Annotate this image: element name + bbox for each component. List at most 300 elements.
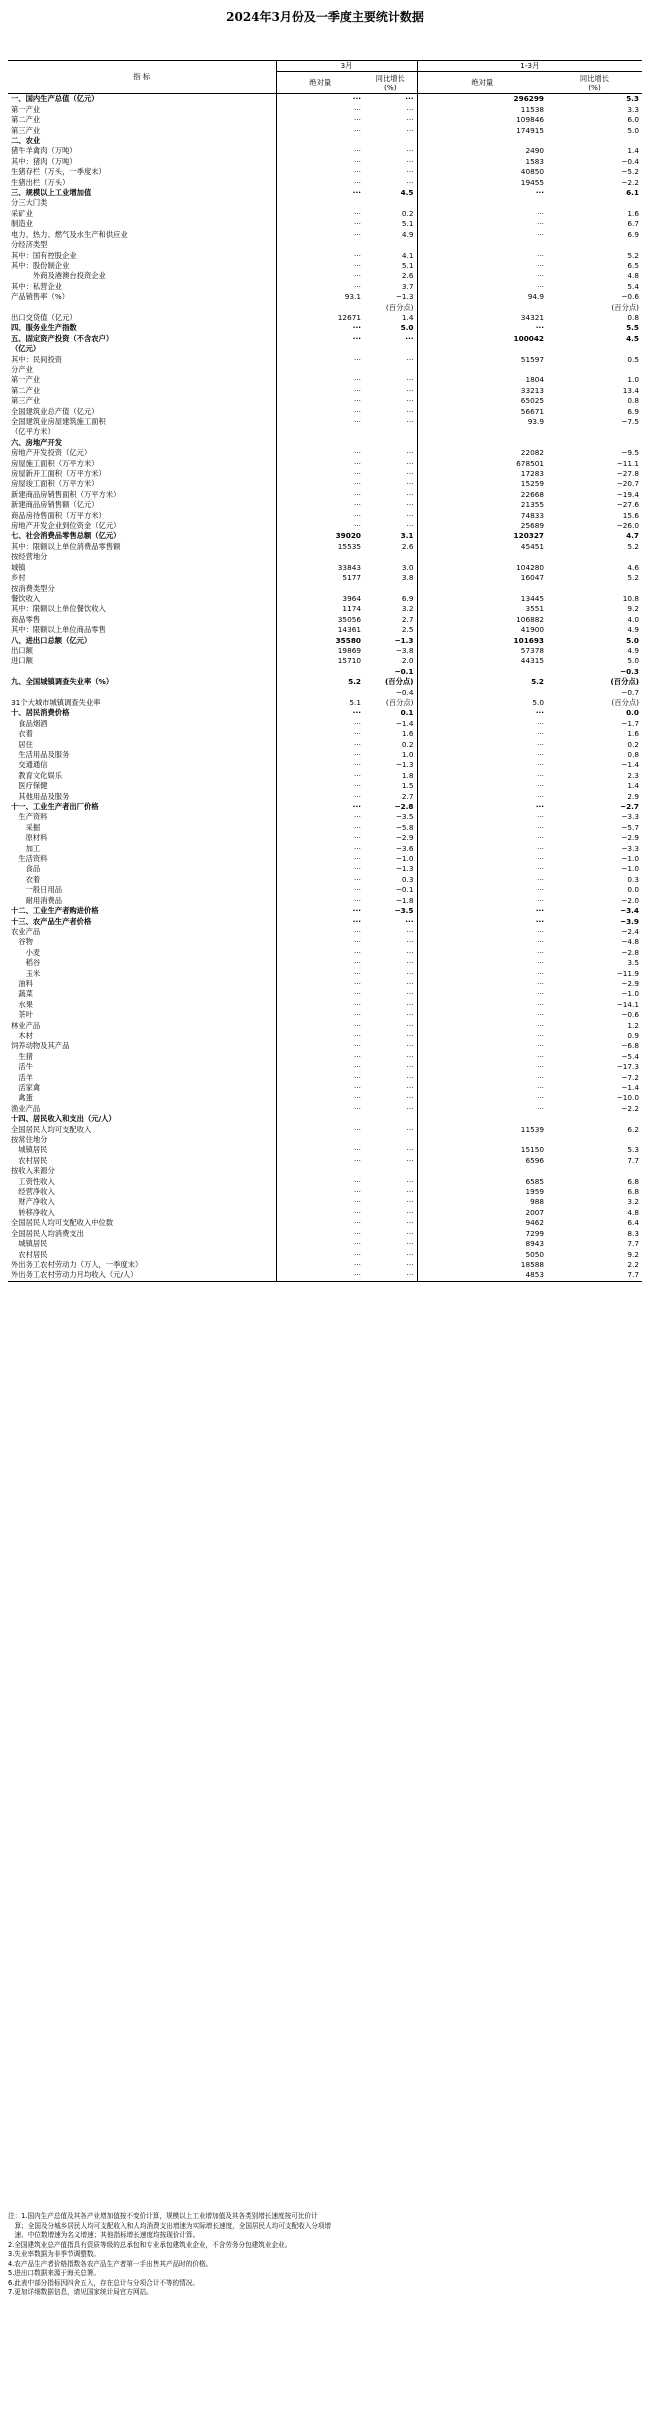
q1-growth-cell: −0.6 (621, 1010, 640, 1020)
q1-growth-cell: −0.3 (619, 666, 640, 676)
table-row (8, 677, 642, 687)
row-label: 城镇居民 (11, 1239, 48, 1249)
row-label: 城镇居民 (11, 1145, 48, 1155)
march-growth-cell: 0.3 (401, 874, 414, 884)
q1-abs-cell: 3551 (417, 604, 547, 614)
table-row (8, 625, 642, 635)
march-growth-cell: ··· (405, 94, 414, 104)
q1-growth-cell: −1.4 (621, 760, 640, 770)
row-label: 小麦 (11, 947, 41, 957)
march-growth-cell: ··· (406, 1155, 414, 1165)
row-label: 工资性收入 (11, 1176, 55, 1186)
q1-growth-cell: −17.3 (616, 1062, 640, 1072)
table-row (8, 531, 642, 541)
q1-abs-cell: ··· (417, 209, 547, 219)
q1-abs-cell (417, 198, 547, 208)
q1-abs-cell: 22082 (417, 448, 547, 458)
table-row (8, 188, 642, 198)
march-growth-cell: 1.4 (401, 312, 414, 322)
march-growth-cell: −1.8 (395, 895, 414, 905)
q1-abs-cell: ··· (417, 844, 547, 854)
q1-growth-cell: −7.5 (621, 417, 640, 426)
march-abs-cell: ··· (276, 209, 364, 219)
march-abs-cell: ··· (276, 885, 364, 895)
row-label: 木材 (11, 1030, 33, 1040)
q1-growth-cell: −1.4 (621, 1083, 640, 1092)
q1-abs-cell: 1583 (417, 157, 547, 167)
march-abs-cell: ··· (276, 1031, 364, 1041)
row-label: 十二、工业生产者购进价格 (11, 906, 99, 916)
row-label: 活羊 (11, 1072, 33, 1082)
row-label: 其中：限额以上单位餐饮收入 (11, 604, 106, 614)
march-abs-cell: ··· (276, 1229, 364, 1239)
q1-growth-cell: −1.0 (621, 864, 640, 874)
march-abs-cell (276, 198, 364, 208)
march-abs-cell: ··· (276, 917, 364, 927)
q1-growth-cell: 4.7 (626, 531, 640, 541)
row-label: 一、国内生产总值（亿元） (11, 94, 99, 104)
q1-abs-cell: ··· (417, 282, 547, 292)
table-row (8, 1083, 642, 1093)
row-label: 商品房待售面积（万平方米） (11, 510, 106, 520)
march-abs-cell: ··· (276, 1197, 364, 1207)
q1-growth-cell: 9.2 (627, 604, 640, 614)
march-growth-cell: ··· (406, 1062, 414, 1072)
notes-block (8, 2212, 642, 2298)
march-abs-cell: ··· (276, 864, 364, 874)
note-line: 4.农产品生产者价格指数各农产品生产者第一手出售其产品时的价格。 (8, 2259, 213, 2268)
row-label: 其中：民间投资 (11, 354, 63, 364)
q1-growth-cell: −0.4 (621, 156, 640, 166)
march-growth-cell: ··· (406, 1010, 414, 1020)
march-abs-cell: ··· (276, 729, 364, 739)
table-body (8, 94, 642, 1281)
march-growth-cell: 3.1 (400, 531, 414, 541)
q1-abs-cell: ··· (417, 230, 547, 240)
march-growth-cell: 2.7 (401, 614, 414, 624)
row-label: 采掘 (11, 822, 41, 832)
q1-abs-cell (417, 240, 547, 250)
table-row (8, 656, 642, 666)
row-label: 生活资料 (11, 854, 48, 864)
q1-growth-cell: −27.6 (616, 500, 640, 510)
march-abs-cell: ··· (276, 334, 364, 344)
march-growth-cell: ··· (406, 926, 414, 936)
q1-growth-cell: 5.2 (627, 573, 640, 583)
row-label: 生猪 (11, 1051, 33, 1061)
q1-abs-cell (417, 344, 547, 354)
table-row (8, 740, 642, 750)
q1-growth-cell: −2.4 (621, 926, 640, 936)
march-growth-cell: ··· (406, 1020, 414, 1030)
table-row (8, 438, 642, 448)
march-growth-cell: 2.0 (401, 656, 414, 666)
march-abs-cell: ··· (276, 157, 364, 167)
table-row (8, 521, 642, 531)
q1-growth-cell: −3.9 (619, 916, 640, 926)
table-row (8, 781, 642, 791)
table-row (8, 823, 642, 833)
table-row (8, 500, 642, 510)
march-growth-cell (364, 240, 417, 250)
table-row (8, 1114, 642, 1124)
q1-abs-cell: 57378 (417, 646, 547, 656)
march-abs-cell: ··· (276, 167, 364, 177)
row-label: 其中：限额以上单位商品零售 (11, 625, 106, 635)
page-title: 2024年3月份及一季度主要统计数据 (226, 10, 424, 24)
q1-abs-cell: ··· (417, 251, 547, 261)
march-abs-cell: 1174 (276, 604, 364, 614)
march-abs-cell: ··· (276, 760, 364, 770)
march-abs-cell: ··· (276, 94, 364, 105)
march-growth-cell: (百分点) (385, 697, 414, 707)
q1-growth-cell: −1.0 (621, 854, 640, 864)
table-row (8, 802, 642, 812)
march-abs-cell: ··· (276, 948, 364, 958)
march-growth-cell (364, 584, 417, 594)
q1-abs-cell (417, 1135, 547, 1145)
march-growth-cell: ··· (406, 968, 414, 978)
march-growth-cell: ··· (406, 1051, 414, 1061)
q1-abs-cell: 9462 (417, 1218, 547, 1228)
table-row (8, 698, 642, 708)
march-growth-cell: ··· (406, 947, 414, 957)
table-row (8, 1052, 642, 1062)
q1-abs-cell: 5.2 (417, 677, 547, 687)
row-label: 按经营地分 (11, 552, 48, 562)
table-row (8, 490, 642, 500)
march-abs-cell: ··· (276, 719, 364, 729)
march-abs-cell: ··· (276, 355, 364, 365)
q1-abs-cell: ··· (417, 1093, 547, 1103)
march-abs-cell: ··· (276, 396, 364, 406)
q1-growth-cell: 15.6 (622, 510, 640, 520)
march-abs-cell: ··· (276, 833, 364, 843)
q1-abs-cell: ··· (417, 219, 547, 229)
row-label: 分产业 (11, 364, 33, 374)
row-label: 其中：股份制企业 (11, 260, 70, 270)
table-row (8, 667, 642, 677)
march-growth-cell: −3.5 (394, 906, 414, 916)
q1-growth-cell: 1.6 (627, 729, 640, 739)
table-row (8, 396, 642, 406)
row-label: 加工 (11, 843, 41, 853)
table-row (8, 323, 642, 333)
march-abs-cell: ··· (276, 875, 364, 885)
row-label (8, 667, 276, 677)
march-growth-cell: ··· (406, 396, 414, 406)
row-label: 制造业 (11, 219, 33, 229)
q1-abs-cell: 17283 (417, 469, 547, 479)
march-growth-cell: ··· (406, 156, 414, 166)
q1-header: 1-3月 (417, 61, 642, 72)
march-abs-cell: 3964 (276, 594, 364, 604)
row-label: 按常住地分 (11, 1135, 48, 1145)
row-label: 林业产品 (11, 1020, 41, 1030)
table-row (8, 1197, 642, 1207)
table-row (8, 1093, 642, 1103)
march-abs-cell: ··· (276, 1239, 364, 1249)
march-growth-header: 同比增长 (%) (364, 72, 417, 94)
march-growth-cell: ··· (406, 146, 414, 156)
q1-growth-cell: −2.0 (621, 895, 640, 905)
q1-abs-cell: ··· (417, 1031, 547, 1041)
q1-abs-cell: ··· (417, 760, 547, 770)
q1-abs-cell (417, 1114, 547, 1124)
row-label: （亿元） (11, 344, 41, 354)
march-growth-cell: −1.3 (395, 864, 414, 874)
table-row (8, 1270, 642, 1281)
q1-abs-cell: ··· (417, 854, 547, 864)
q1-growth-cell: 2.9 (627, 791, 640, 801)
q1-growth-cell: 4.9 (627, 625, 640, 635)
q1-growth-cell: 5.2 (627, 250, 640, 260)
table-row (8, 896, 642, 906)
row-label: 生活用品及服务 (11, 750, 70, 759)
q1-abs-cell: ··· (417, 1062, 547, 1072)
march-abs-cell (276, 688, 364, 698)
indicator-header: 指 标 (8, 61, 276, 94)
q1-growth-cell: 1.6 (627, 208, 640, 218)
march-abs-cell: ··· (276, 500, 364, 510)
q1-growth-cell: 5.0 (627, 125, 640, 135)
q1-growth-cell (547, 584, 642, 594)
march-growth-cell: ··· (406, 999, 414, 1009)
q1-abs-cell: ··· (417, 812, 547, 822)
march-abs-cell: ··· (276, 1010, 364, 1020)
row-label: 第二产业 (11, 115, 41, 125)
q1-abs-cell: 74833 (417, 511, 547, 521)
march-abs-cell: ··· (276, 511, 364, 521)
row-label: 蔬菜 (11, 989, 33, 999)
q1-abs-cell: 45451 (417, 542, 547, 552)
q1-growth-cell: 0.2 (627, 739, 640, 749)
stats-table (8, 60, 642, 1282)
row-label: 三、规模以上工业增加值 (11, 188, 92, 198)
table-row (8, 375, 642, 385)
march-growth-cell: ··· (406, 469, 414, 479)
march-abs-cell: ··· (276, 844, 364, 854)
table-row (8, 146, 642, 156)
table-row (8, 594, 642, 604)
row-label: 活家禽 (11, 1083, 41, 1092)
q1-abs-cell: ··· (417, 1010, 547, 1020)
table-row (8, 604, 642, 614)
note-line: 3.失业率数据为非季节调整数。 (8, 2250, 101, 2258)
q1-growth-cell: −20.7 (616, 479, 640, 489)
table-row (8, 1125, 642, 1135)
table-row (8, 251, 642, 261)
table-row (8, 1250, 642, 1260)
q1-abs-cell: 25689 (417, 521, 547, 531)
q1-growth-cell: −3.3 (621, 812, 640, 822)
table-row (8, 459, 642, 469)
row-label: 房屋施工面积（万平方米） (11, 458, 99, 468)
march-growth-cell: ··· (406, 500, 414, 510)
table-row (8, 854, 642, 864)
march-abs-cell: ··· (276, 1104, 364, 1114)
march-growth-cell (364, 365, 417, 375)
table-row (8, 292, 642, 302)
q1-abs-cell: 94.9 (417, 292, 547, 302)
row-label: 全国居民人均可支配收入 (11, 1124, 92, 1134)
march-abs-cell: ··· (276, 386, 364, 396)
table-row (8, 573, 642, 583)
march-abs-cell: ··· (276, 1021, 364, 1031)
row-label: 分三大门类 (11, 198, 48, 208)
march-abs-cell: 33843 (276, 563, 364, 573)
table-row (8, 1104, 642, 1114)
table-row (8, 115, 642, 125)
q1-growth-cell: (百分点) (610, 677, 640, 687)
q1-growth-cell: −14.1 (616, 999, 640, 1009)
table-row (8, 1229, 642, 1239)
q1-abs-cell: 5050 (417, 1250, 547, 1260)
q1-growth-cell: 1.4 (627, 781, 640, 791)
row-label: 教育文化娱乐 (11, 770, 63, 780)
q1-growth-cell: 9.2 (627, 1249, 640, 1259)
q1-abs-cell: 4853 (417, 1270, 547, 1281)
table-row (8, 875, 642, 885)
table-row (8, 1187, 642, 1197)
row-label: 财产净收入 (11, 1197, 55, 1207)
march-abs-header: 绝对量 (276, 72, 364, 94)
march-growth-cell: 0.2 (401, 208, 414, 218)
row-label: 全国建筑业房屋建筑施工面积 (11, 417, 106, 426)
row-label: 十、居民消费价格 (11, 708, 70, 718)
march-growth-cell: 0.1 (400, 708, 414, 718)
table-row (8, 708, 642, 718)
march-growth-cell: ··· (406, 1124, 414, 1134)
q1-growth-cell (547, 438, 642, 448)
table-row (8, 937, 642, 947)
march-growth-cell: −1.3 (395, 292, 414, 302)
row-label: 产品销售率（%） (11, 292, 70, 302)
q1-growth-cell: 5.4 (627, 281, 640, 291)
march-growth-cell: ··· (406, 937, 414, 947)
q1-growth-cell: 6.5 (627, 260, 640, 270)
march-growth-cell: 1.0 (401, 750, 414, 759)
row-label: 乡村 (11, 573, 26, 583)
q1-abs-cell: 19455 (417, 178, 547, 188)
table-row (8, 885, 642, 895)
q1-abs-cell: ··· (417, 1000, 547, 1010)
q1-growth-cell: −2.8 (621, 947, 640, 957)
table-row (8, 303, 642, 313)
q1-abs-cell: ··· (417, 261, 547, 271)
row-label: 全国居民人均消费支出 (11, 1228, 84, 1238)
table-row (8, 427, 642, 437)
q1-abs-cell: ··· (417, 771, 547, 781)
table-row (8, 844, 642, 854)
q1-growth-cell: −5.2 (621, 167, 640, 177)
q1-abs-cell: 109846 (417, 115, 547, 125)
q1-growth-cell: 7.7 (627, 1155, 640, 1165)
march-abs-cell: ··· (276, 479, 364, 489)
note-line: 6.此表中部分指标因四舍五入，存在总计与分项合计不等的情况。 (8, 2278, 199, 2287)
march-abs-cell: ··· (276, 969, 364, 979)
q1-growth-cell: −5.4 (621, 1051, 640, 1061)
march-abs-cell (276, 667, 364, 677)
march-abs-cell: ··· (276, 750, 364, 760)
march-growth-cell: (百分点) (385, 302, 414, 312)
march-abs-cell (276, 552, 364, 562)
march-abs-cell: 5177 (276, 573, 364, 583)
march-abs-cell: ··· (276, 375, 364, 385)
table-row (8, 167, 642, 177)
table-row (8, 469, 642, 479)
march-growth-cell: ··· (406, 406, 414, 416)
table-row (8, 386, 642, 396)
q1-abs-cell: ··· (417, 708, 547, 718)
march-abs-cell: ··· (276, 1062, 364, 1072)
q1-abs-cell (417, 365, 547, 375)
table-row (8, 1000, 642, 1010)
march-abs-cell: ··· (276, 1250, 364, 1260)
row-label: 其他用品及服务 (11, 791, 70, 801)
table-row (8, 230, 642, 240)
table-row (8, 94, 642, 105)
march-growth-cell: 5.1 (401, 260, 414, 270)
march-growth-cell (364, 344, 417, 354)
table-row (8, 771, 642, 781)
march-growth-cell: −2.9 (395, 833, 414, 843)
row-label: 食品 (11, 864, 41, 874)
row-label: 餐饮收入 (11, 593, 41, 603)
march-abs-cell: 12671 (276, 313, 364, 323)
table-row (8, 989, 642, 999)
q1-abs-cell: ··· (417, 875, 547, 885)
march-abs-cell: ··· (276, 896, 364, 906)
march-growth-cell: −5.8 (395, 822, 414, 832)
q1-growth-cell: −19.4 (616, 489, 640, 499)
march-growth-cell: 3.8 (401, 573, 414, 583)
row-label: 生猪存栏（万头，一季度末） (11, 167, 106, 177)
row-label: 出口交货值（亿元） (11, 312, 77, 322)
row-label: 第二产业 (11, 385, 41, 395)
march-abs-cell: ··· (276, 1000, 364, 1010)
table-row (8, 1021, 642, 1031)
row-label: 十一、工业生产者出厂价格 (11, 802, 99, 812)
q1-abs-cell: 11538 (417, 105, 547, 115)
march-abs-cell: ··· (276, 1125, 364, 1135)
q1-growth-cell (547, 365, 642, 375)
march-abs-cell: ··· (276, 906, 364, 916)
table-row (8, 1031, 642, 1041)
q1-growth-cell: −0.7 (621, 687, 640, 697)
march-growth-cell: −1.3 (394, 635, 414, 645)
q1-abs-cell: ··· (417, 885, 547, 895)
q1-abs-header: 绝对量 (417, 72, 547, 94)
q1-growth-cell: −26.0 (616, 521, 640, 531)
q1-abs-cell: 1959 (417, 1187, 547, 1197)
q1-abs-cell: ··· (417, 989, 547, 999)
row-label: 外出务工农村劳动力月均收入（元/人） (8, 1270, 276, 1281)
q1-growth-cell: 0.0 (627, 885, 640, 895)
march-growth-cell: ··· (406, 1239, 414, 1249)
table-row (8, 209, 642, 219)
march-growth-cell: ··· (406, 989, 414, 999)
table-row (8, 729, 642, 739)
q1-growth-cell (547, 344, 642, 354)
march-growth-cell: 2.7 (401, 791, 414, 801)
march-growth-cell: ··· (406, 1187, 414, 1197)
march-abs-cell: ··· (276, 1145, 364, 1155)
march-growth-cell: ··· (406, 1103, 414, 1113)
row-label: 第三产业 (11, 396, 41, 406)
q1-abs-cell: ··· (417, 896, 547, 906)
row-label: 一般日用品 (11, 885, 63, 895)
